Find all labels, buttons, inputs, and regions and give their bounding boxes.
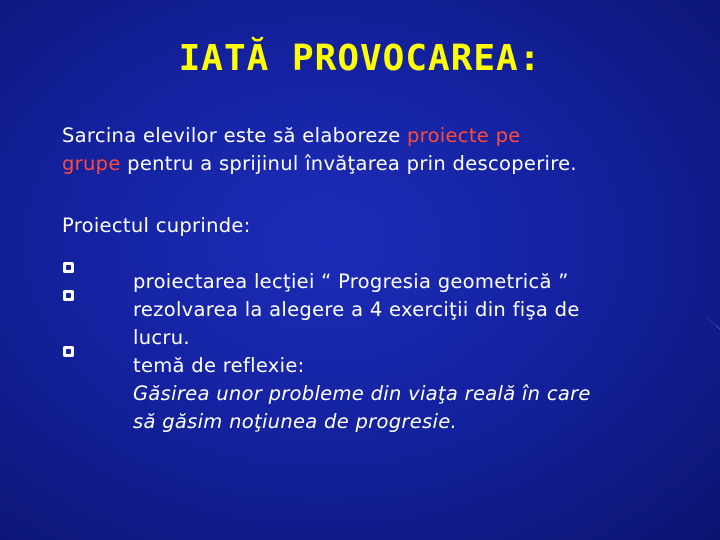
decorative-streak (704, 315, 720, 341)
list-item: temă de reflexie: (133, 354, 305, 377)
list-item-continuation: lucru. (133, 326, 190, 349)
bullet-square-icon (63, 346, 74, 357)
project-list (133, 268, 693, 436)
bullet-square-icon (63, 262, 74, 273)
intro-highlight-2: grupe (62, 152, 121, 175)
bullet-square-icon (63, 290, 74, 301)
intro-text-1: Sarcina elevilor este să elaboreze (62, 124, 407, 147)
intro-text-2: pentru a sprijinul învăţarea prin descoperire. (120, 152, 577, 175)
slide-title: IATĂ PROVOCAREA: (178, 38, 542, 79)
intro-paragraph (62, 122, 662, 178)
reflection-text: să găsim noţiunea de progresie. (133, 410, 457, 433)
project-heading: Proiectul cuprinde: (62, 214, 251, 237)
list-item: rezolvarea la alegere a 4 exerciţii din fişa de (133, 298, 580, 321)
intro-highlight-1: proiecte pe (407, 124, 521, 147)
reflection-text: Găsirea unor probleme din viaţa reală în care (133, 382, 591, 405)
list-item: proiectarea lecţiei “ Progresia geometrică ” (133, 270, 569, 293)
